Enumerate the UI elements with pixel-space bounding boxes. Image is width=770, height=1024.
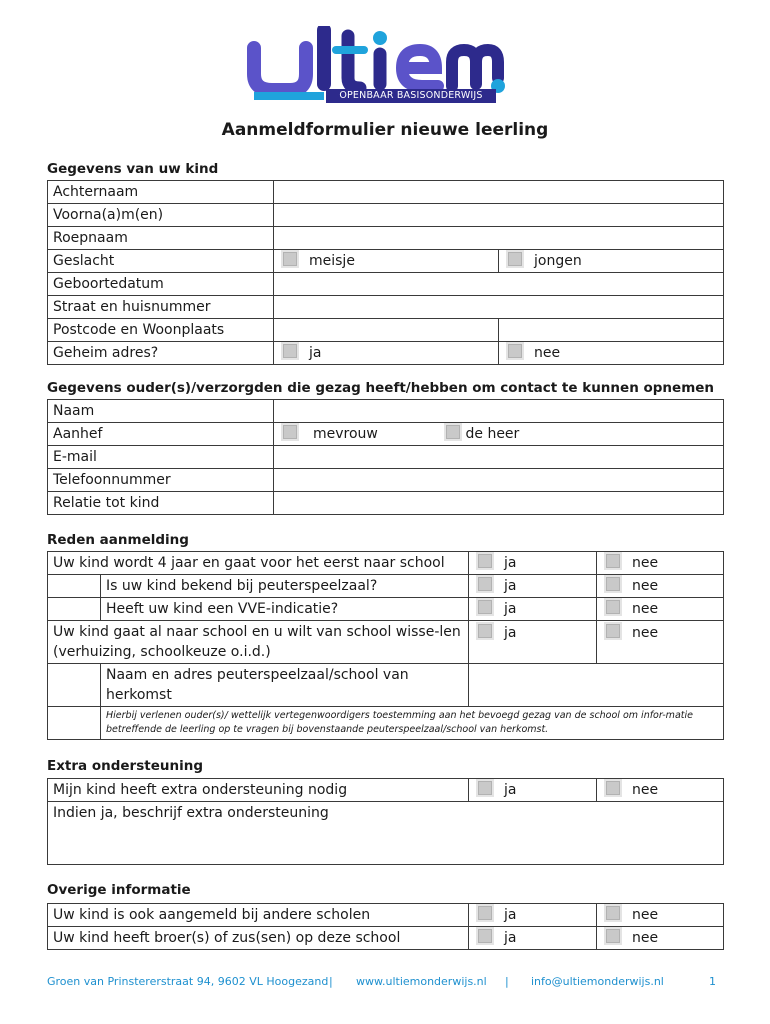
- row-reason-q2: [48, 621, 724, 664]
- label-extra-ja: ja: [504, 782, 517, 798]
- row-reason-note: [48, 707, 724, 740]
- section-title-other: Overige informatie: [47, 882, 191, 898]
- label-extra-q1: Mijn kind heeft extra ondersteuning nodig: [48, 779, 469, 802]
- label-q1-ja: ja: [504, 555, 517, 571]
- indent-cell: [48, 598, 101, 621]
- section-title-parent: Gegevens ouder(s)/verzorgden die gezag heeft/hebben om contact te kunnen opnemen: [47, 380, 715, 396]
- checkbox-geheim-ja[interactable]: [281, 342, 299, 360]
- other-info-table: [47, 903, 724, 950]
- footer-separator: |: [329, 975, 333, 988]
- footer-separator: |: [505, 975, 509, 988]
- checkbox-q1-ja[interactable]: [476, 552, 494, 570]
- option-other-q2-ja[interactable]: [469, 927, 597, 950]
- row-reason-q3: [48, 664, 724, 707]
- option-q1b-ja[interactable]: [469, 598, 597, 621]
- input-naam[interactable]: [274, 400, 724, 423]
- page-number: 1: [709, 975, 716, 988]
- reason-table: [47, 551, 724, 740]
- option-deheer[interactable]: [437, 423, 724, 446]
- input-telefoon[interactable]: [274, 469, 724, 492]
- label-q2-nee: nee: [632, 625, 659, 641]
- extra-support-table: [47, 778, 724, 865]
- option-q1b-nee[interactable]: [597, 598, 724, 621]
- label-postcode: Postcode en Woonplaats: [48, 319, 274, 342]
- row-naam: [48, 400, 724, 423]
- checkbox-q1b-nee[interactable]: [604, 598, 622, 616]
- row-telefoon: [48, 469, 724, 492]
- checkbox-extra-nee[interactable]: [604, 779, 622, 797]
- checkbox-q1-nee[interactable]: [604, 552, 622, 570]
- label-geheim-nee: nee: [534, 345, 561, 361]
- label-voornamen: Voorna(a)m(en): [48, 204, 274, 227]
- section-title-reason: Reden aanmelding: [47, 532, 189, 548]
- row-extra-q2: [48, 802, 724, 865]
- row-other-q1: [48, 904, 724, 927]
- footer-address: Groen van Prinstererstraat 94, 9602 VL Hoogezand: [47, 975, 329, 988]
- logo-tagline: OPENBAAR BASISONDERWIJS: [326, 89, 496, 103]
- option-meisje[interactable]: [274, 250, 499, 273]
- row-reason-q1b: [48, 598, 724, 621]
- label-reason-q1a: Is uw kind bekend bij peuterspeelzaal?: [101, 575, 469, 598]
- row-geslacht: [48, 250, 724, 273]
- checkbox-q2-ja[interactable]: [476, 622, 494, 640]
- label-jongen: jongen: [534, 253, 582, 269]
- option-q2-nee[interactable]: [597, 621, 724, 664]
- row-relatie: [48, 492, 724, 515]
- checkbox-other-q2-ja[interactable]: [476, 927, 494, 945]
- row-straat: [48, 296, 724, 319]
- input-roepnaam[interactable]: [274, 227, 724, 250]
- footer-email-link[interactable]: info@ultiemonderwijs.nl: [531, 975, 664, 988]
- option-other-q2-nee[interactable]: [597, 927, 724, 950]
- option-other-q1-nee[interactable]: [597, 904, 724, 927]
- checkbox-other-q2-nee[interactable]: [604, 927, 622, 945]
- label-other-q1-ja: ja: [504, 907, 517, 923]
- indent-cell: [48, 664, 101, 707]
- checkbox-q1a-ja[interactable]: [476, 575, 494, 593]
- label-other-q2-ja: ja: [504, 930, 517, 946]
- row-postcode: [48, 319, 724, 342]
- row-reason-q1a: [48, 575, 724, 598]
- consent-note: Hierbij verlenen ouder(s)/ wettelijk vertegenwoordigers toestemming aan het bevoegd gezag van de school om infor-matie betreffende de leerling op te vragen bij bovenstaande peuterspeelzaal/school van herkomst.: [101, 707, 724, 740]
- input-relatie[interactable]: [274, 492, 724, 515]
- label-email: E-mail: [48, 446, 274, 469]
- row-voornamen: [48, 204, 724, 227]
- label-geboortedatum: Geboortedatum: [48, 273, 274, 296]
- checkbox-other-q1-ja[interactable]: [476, 904, 494, 922]
- option-q1-nee[interactable]: [597, 552, 724, 575]
- option-geheim-nee[interactable]: [499, 342, 724, 365]
- option-jongen[interactable]: [499, 250, 724, 273]
- section-title-child: Gegevens van uw kind: [47, 161, 219, 177]
- label-q1b-ja: ja: [504, 601, 517, 617]
- label-aanhef: Aanhef: [48, 423, 274, 446]
- section-title-extra: Extra ondersteuning: [47, 758, 203, 774]
- label-q1b-nee: nee: [632, 601, 659, 617]
- option-geheim-ja[interactable]: [274, 342, 499, 365]
- label-geheim-ja: ja: [309, 345, 322, 361]
- row-roepnaam: [48, 227, 724, 250]
- row-extra-q1: [48, 779, 724, 802]
- checkbox-q2-nee[interactable]: [604, 622, 622, 640]
- checkbox-geheim-nee[interactable]: [506, 342, 524, 360]
- footer-website-link[interactable]: www.ultiemonderwijs.nl: [356, 975, 487, 988]
- checkbox-other-q1-nee[interactable]: [604, 904, 622, 922]
- label-meisje: meisje: [309, 253, 355, 269]
- checkbox-q1b-ja[interactable]: [476, 598, 494, 616]
- label-deheer: de heer: [465, 426, 520, 442]
- label-other-q2: Uw kind heeft broer(s) of zus(sen) op deze school: [48, 927, 469, 950]
- label-reason-q3: Naam en adres peuterspeelzaal/school van herkomst: [101, 664, 469, 707]
- checkbox-mevrouw[interactable]: [281, 423, 299, 441]
- option-q1a-nee[interactable]: [597, 575, 724, 598]
- row-email: [48, 446, 724, 469]
- input-straat[interactable]: [274, 296, 724, 319]
- input-postcode[interactable]: [274, 319, 499, 342]
- checkbox-q1a-nee[interactable]: [604, 575, 622, 593]
- label-extra-nee: nee: [632, 782, 659, 798]
- label-mevrouw: mevrouw: [313, 426, 378, 442]
- label-other-q2-nee: nee: [632, 930, 659, 946]
- row-reason-q1: [48, 552, 724, 575]
- row-geboortedatum: [48, 273, 724, 296]
- consent-checkbox-cell[interactable]: [48, 707, 101, 740]
- school-logo: [240, 26, 510, 108]
- option-extra-nee[interactable]: [597, 779, 724, 802]
- input-geboortedatum[interactable]: [274, 273, 724, 296]
- label-reason-q1b: Heeft uw kind een VVE-indicatie?: [101, 598, 469, 621]
- label-straat: Straat en huisnummer: [48, 296, 274, 319]
- option-q1-ja[interactable]: [469, 552, 597, 575]
- input-email[interactable]: [274, 446, 724, 469]
- textarea-extra-support[interactable]: [48, 802, 724, 865]
- row-geheim: [48, 342, 724, 365]
- input-herkomst[interactable]: [469, 664, 724, 707]
- label-other-q1: Uw kind is ook aangemeld bij andere scholen: [48, 904, 469, 927]
- label-achternaam: Achternaam: [48, 181, 274, 204]
- label-other-q1-nee: nee: [632, 907, 659, 923]
- input-voornamen[interactable]: [274, 204, 724, 227]
- label-q2-ja: ja: [504, 625, 517, 641]
- logo-accent-bar: [254, 92, 324, 100]
- checkbox-meisje[interactable]: [281, 250, 299, 268]
- option-q2-ja[interactable]: [469, 621, 597, 664]
- checkbox-jongen[interactable]: [506, 250, 524, 268]
- label-geheim: Geheim adres?: [48, 342, 274, 365]
- row-other-q2: [48, 927, 724, 950]
- option-other-q1-ja[interactable]: [469, 904, 597, 927]
- checkbox-extra-ja[interactable]: [476, 779, 494, 797]
- option-extra-ja[interactable]: [469, 779, 597, 802]
- label-q1a-nee: nee: [632, 578, 659, 594]
- label-reason-q2: Uw kind gaat al naar school en u wilt van school wisse-len (verhuizing, schoolkeuze o.i.d.): [48, 621, 469, 664]
- label-reason-q1: Uw kind wordt 4 jaar en gaat voor het eerst naar school: [48, 552, 469, 575]
- label-geslacht: Geslacht: [48, 250, 274, 273]
- input-achternaam[interactable]: [274, 181, 724, 204]
- label-roepnaam: Roepnaam: [48, 227, 274, 250]
- indent-cell: [48, 575, 101, 598]
- input-woonplaats[interactable]: [499, 319, 724, 342]
- option-mevrouw[interactable]: [274, 423, 437, 446]
- label-extra-q2: Indien ja, beschrijf extra ondersteuning: [53, 805, 329, 821]
- label-q1-nee: nee: [632, 555, 659, 571]
- label-relatie: Relatie tot kind: [48, 492, 274, 515]
- row-aanhef: [48, 423, 724, 446]
- child-details-table: [47, 180, 724, 365]
- parent-details-table: [47, 399, 724, 515]
- option-q1a-ja[interactable]: [469, 575, 597, 598]
- row-achternaam: [48, 181, 724, 204]
- label-telefoon: Telefoonnummer: [48, 469, 274, 492]
- label-q1a-ja: ja: [504, 578, 517, 594]
- checkbox-deheer[interactable]: [444, 423, 462, 441]
- label-naam: Naam: [48, 400, 274, 423]
- page-title: Aanmeldformulier nieuwe leerling: [221, 120, 549, 140]
